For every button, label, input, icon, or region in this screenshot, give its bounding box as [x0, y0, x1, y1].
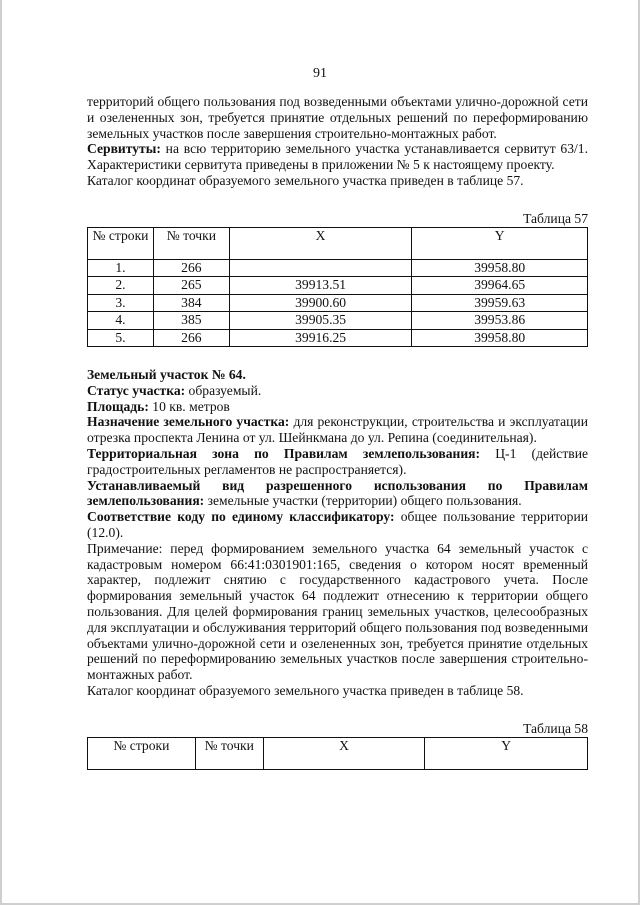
cell-point-number: 384: [153, 294, 229, 312]
table-row: [88, 277, 588, 295]
cell-y: 39959.63: [412, 294, 588, 312]
intro-paragraph: территорий общего пользования под возведенными объектами улично-дорожной сети и озелененных зон, требуется принятие отдельных решений по переформированию земельных участков после завершения строительно-монтажных работ.: [87, 94, 588, 141]
parcel-permitted-use: [87, 478, 588, 510]
catalog-58-reference: Каталог координат образуемого земельного участка приведен в таблице 58.: [87, 683, 524, 699]
code-value: общее пользование территории (12.0).: [87, 509, 588, 541]
purpose-value: для реконструкции, строительства и эксплуатации отрезка проспекта Ленина от ул. Шейнкмана до ул. Репина (соединительная).: [87, 414, 588, 446]
header-row-number: № строки: [88, 737, 196, 769]
cell-y: 39958.80: [412, 329, 588, 347]
cell-x: 39905.35: [229, 312, 412, 330]
code-label: Соответствие коду по единому классификатору:: [87, 509, 395, 525]
header-row-number: № строки: [88, 227, 154, 259]
cell-point-number: 265: [153, 277, 229, 295]
cell-row-number: 1.: [88, 259, 154, 277]
cell-x: 39900.60: [229, 294, 412, 312]
area-value: 10 кв. метров: [148, 398, 230, 414]
zone-label: Территориальная зона по Правилам землепользования:: [87, 446, 481, 462]
header-point-number: № точки: [195, 737, 263, 769]
table-row: [88, 294, 588, 312]
table-57: [87, 227, 588, 348]
cell-point-number: 266: [153, 259, 229, 277]
cell-row-number: 2.: [88, 277, 154, 295]
cell-y: 39953.86: [412, 312, 588, 330]
header-y: Y: [412, 227, 588, 259]
parcel-zone: [87, 446, 588, 478]
catalog-57-reference: Каталог координат образуемого земельного участка приведен в таблице 57.: [87, 172, 524, 188]
cell-x: [229, 259, 412, 277]
cell-y: 39964.65: [412, 277, 588, 295]
cell-point-number: 266: [153, 329, 229, 347]
cell-y: 39958.80: [412, 259, 588, 277]
cell-row-number: 4.: [88, 312, 154, 330]
cell-row-number: 5.: [88, 329, 154, 347]
header-x: X: [263, 737, 425, 769]
status-value: образуемый.: [185, 382, 262, 398]
servitude-label: Сервитуты:: [87, 141, 161, 157]
area-label: Площадь:: [87, 398, 149, 414]
table-row: [88, 259, 588, 277]
servitude-paragraph: [87, 141, 588, 173]
header-y: Y: [425, 737, 588, 769]
table-58-header-row: [88, 737, 588, 769]
table-58: [87, 737, 588, 770]
parcel-status: [87, 383, 588, 399]
table-row: [88, 312, 588, 330]
table-57-caption: Таблица 57: [523, 210, 588, 226]
use-label: Устанавливаемый вид разрешенного использования по Правилам землепользования:: [87, 477, 588, 509]
table-58-caption: Таблица 58: [523, 720, 588, 736]
cell-row-number: 3.: [88, 294, 154, 312]
cell-x: 39916.25: [229, 329, 412, 347]
page-number: 91: [313, 66, 327, 81]
status-label: Статус участка:: [87, 382, 186, 398]
page-edge-left: [0, 0, 2, 905]
parcel-title: Земельный участок № 64.: [87, 367, 246, 383]
parcel-area: [87, 399, 588, 415]
use-value: земельные участки (территории) общего пользования.: [204, 493, 522, 509]
parcel-classifier-code: [87, 509, 588, 541]
parcel-note: Примечание: перед формированием земельного участка 64 земельный участок с кадастровым номером 66:41:0301901:165, сведения о котором носят временный характер, подлежит снятию с государственного кадастрового учета. После формирования земельный участок 64 подлежит отнесению к территории общего пользования. Для целей формирования границ земельных участков, целесообразных для эксплуатации и обслуживания территорий общего пользования под возведенными объектами улично-дорожной сети и озелененных зон, требуется принятие отдельных решений по переформированию земельных участков после завершения строительно-монтажных работ.: [87, 540, 588, 683]
header-x: X: [229, 227, 412, 259]
servitude-text: на всю территорию земельного участка устанавливается сервитут 63/1. Характеристики сервитута приведены в приложении № 5 к настоящему проекту.: [87, 141, 588, 173]
table-57-header-row: [88, 227, 588, 259]
cell-x: 39913.51: [229, 277, 412, 295]
document-body: [87, 94, 588, 770]
purpose-label: Назначение земельного участка:: [87, 414, 290, 430]
header-point-number: № точки: [153, 227, 229, 259]
zone-value: Ц-1 (действие градостроительных регламентов не распространяется).: [87, 446, 588, 477]
table-row: [88, 329, 588, 347]
cell-point-number: 385: [153, 312, 229, 330]
parcel-purpose: [87, 414, 588, 446]
